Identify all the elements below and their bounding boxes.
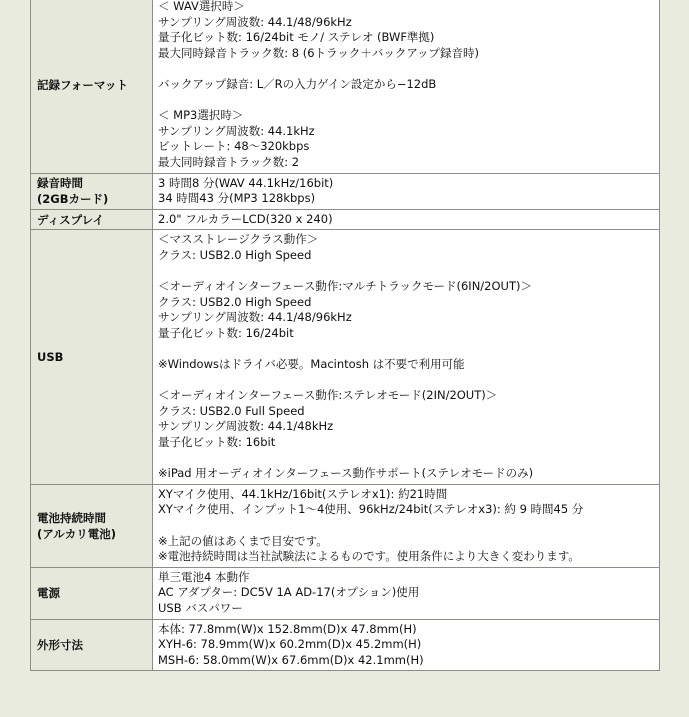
spec-label-line: 電源	[37, 586, 60, 601]
spec-value-line: 本体: 77.8mm(W)x 152.8mm(D)x 47.8mm(H)	[158, 621, 417, 636]
spec-label	[31, 173, 153, 209]
spec-row-usb	[31, 230, 660, 485]
spec-value	[153, 484, 660, 567]
spec-value-line	[158, 93, 653, 109]
spec-value-line: 量子化ビット数: 16/24bit モノ/ ステレオ (BWF準拠)	[158, 30, 435, 45]
spec-value-line: ※Windowsはドライバ必要。Macintosh は不要で利用可能	[158, 357, 465, 372]
spec-value-line: サンプリング周波数: 44.1/48/96kHz	[158, 14, 352, 29]
spec-value-line	[158, 341, 653, 357]
spec-value-line: USB バスパワー	[158, 600, 243, 615]
spec-value-line: AC アダプター: DC5V 1A AD-17(オプション)使用	[158, 585, 420, 600]
spec-value-line: XYマイク使用、44.1kHz/16bit(ステレオx1): 約21時間	[158, 486, 448, 501]
spec-label-line: USB	[37, 350, 64, 365]
spec-row-display	[31, 209, 660, 230]
spec-value-line: ※上記の値はあくまで目安です。	[158, 533, 328, 548]
spec-row-battery-life	[31, 484, 660, 567]
spec-value-line: クラス: USB2.0 High Speed	[158, 294, 312, 309]
spec-row-recording-time	[31, 173, 660, 209]
spec-label-line: 電池持続時間	[37, 510, 106, 525]
spec-value-line: 2.0" フルカラーLCD(320 x 240)	[158, 211, 333, 226]
spec-value	[153, 173, 660, 209]
spec-value-line: クラス: USB2.0 High Speed	[158, 247, 312, 262]
spec-value-line: 量子化ビット数: 16/24bit	[158, 325, 294, 340]
spec-value-line: ビットレート: 48〜320kbps	[158, 139, 310, 154]
spec-value-line	[158, 518, 653, 534]
spec-value	[153, 209, 660, 230]
spec-value-line: ＜ MP3選択時＞	[158, 108, 244, 123]
spec-value-line: バックアップ録音: L／Rの入力ゲイン設定から−12dB	[158, 76, 437, 91]
spec-label-line: 録音時間	[37, 176, 83, 191]
spec-label-line: 記録フォーマット	[37, 77, 128, 92]
spec-label	[31, 484, 153, 567]
spec-label-line: ディスプレイ	[37, 212, 105, 227]
spec-value-line: ＜ WAV選択時＞	[158, 0, 245, 13]
spec-label-line: (アルカリ電池)	[37, 526, 117, 541]
spec-value-line	[158, 61, 653, 77]
spec-value-line: ※iPad 用オーディオインターフェース動作サポート(ステレオモードのみ)	[158, 466, 534, 481]
spec-value-line: MSH-6: 58.0mm(W)x 67.6mm(D)x 42.1mm(H)	[158, 652, 424, 667]
spec-value-line: サンプリング周波数: 44.1/48/96kHz	[158, 310, 352, 325]
spec-value	[153, 567, 660, 619]
spec-row-dimensions	[31, 619, 660, 671]
spec-value-line: 最大同時録音トラック数: 8 (6トラック＋バックアップ録音時)	[158, 45, 480, 60]
spec-value-line	[158, 264, 653, 280]
spec-label-line: 外形寸法	[37, 637, 83, 652]
spec-label	[31, 230, 153, 485]
spec-value-line: クラス: USB2.0 Full Speed	[158, 403, 305, 418]
spec-label-line: (2GBカード)	[37, 192, 109, 207]
spec-label	[31, 0, 153, 173]
spec-table-body	[31, 0, 660, 671]
spec-value-line: ＜マスストレージクラス動作＞	[158, 232, 319, 247]
spec-value-line: 単三電池4 本動作	[158, 569, 250, 584]
spec-value-line: 最大同時録音トラック数: 2	[158, 154, 300, 169]
spec-label	[31, 209, 153, 230]
spec-value-line	[158, 373, 653, 389]
spec-value	[153, 619, 660, 671]
spec-value-line: 量子化ビット数: 16bit	[158, 435, 276, 450]
spec-label	[31, 619, 153, 671]
spec-value-line: ＜オーディオインターフェース動作:ステレオモード(2IN/2OUT)＞	[158, 388, 498, 403]
spec-value-line: 3 時間8 分(WAV 44.1kHz/16bit)	[158, 175, 334, 190]
spec-row-power	[31, 567, 660, 619]
spec-value-line	[158, 451, 653, 467]
spec-value	[153, 0, 660, 173]
spec-value-line: XYH-6: 78.9mm(W)x 60.2mm(D)x 45.2mm(H)	[158, 637, 422, 652]
spec-value-line: サンプリング周波数: 44.1/48kHz	[158, 419, 334, 434]
spec-value-line: XYマイク使用、インプット1〜4使用、96kHz/24bit(ステレオx3): 約 9 時間45 分	[158, 502, 584, 517]
spec-value-line: ＜オーディオインターフェース動作:マルチトラックモード(6IN/2OUT)＞	[158, 279, 532, 294]
spec-label	[31, 567, 153, 619]
spec-value-line: サンプリング周波数: 44.1kHz	[158, 123, 315, 138]
spec-table	[30, 0, 660, 671]
spec-value-line: 34 時間43 分(MP3 128kbps)	[158, 191, 316, 206]
spec-value-line: ※電池持続時間は当社試験法によるものです。使用条件により大きく変わります。	[158, 549, 580, 564]
spec-value	[153, 230, 660, 485]
spec-row-recording-format	[31, 0, 660, 173]
